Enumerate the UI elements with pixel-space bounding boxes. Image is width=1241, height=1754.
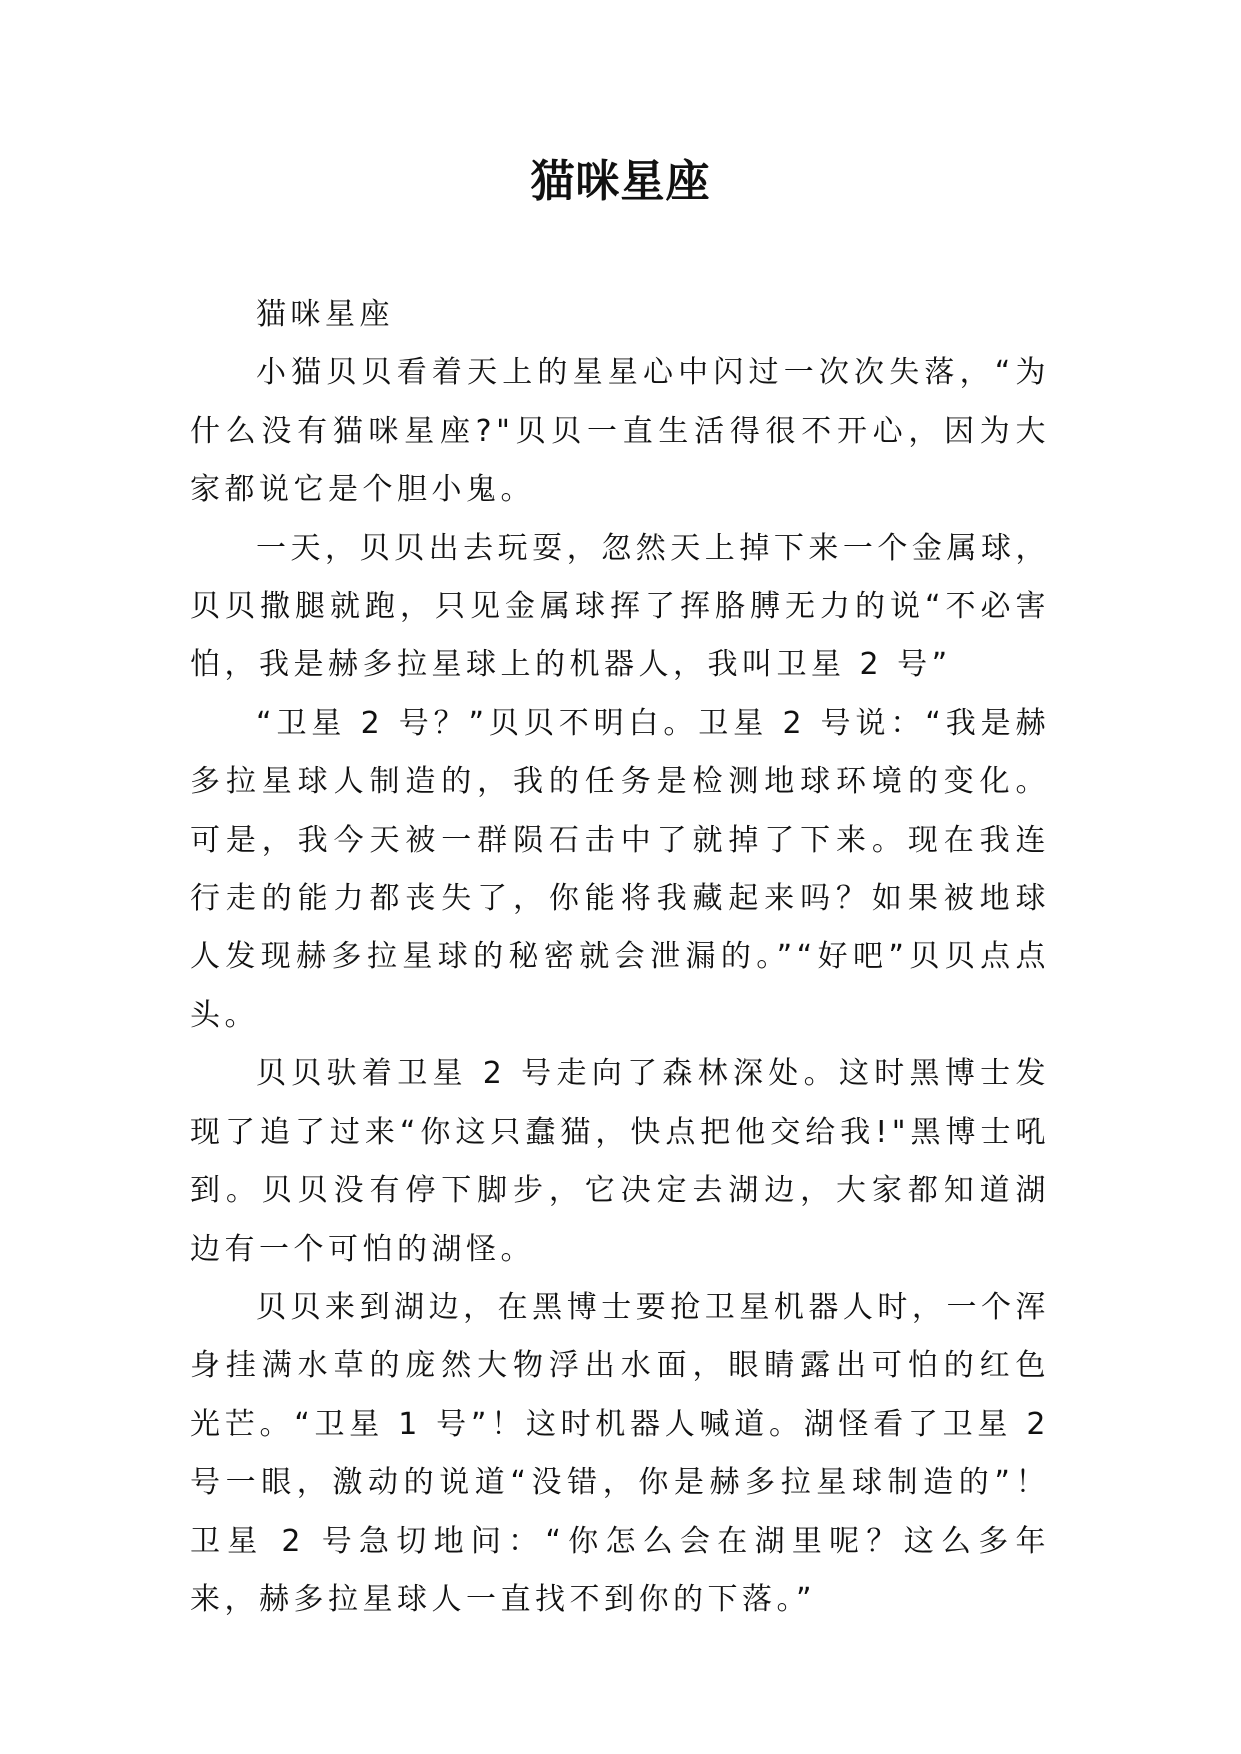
paragraph-subtitle: 猫咪星座 xyxy=(256,297,394,332)
paragraph: 小猫贝贝看着天上的星星心中闪过一次次失落，“为什么没有猫咪星座?"贝贝一直生活得很不开心，因为大家都说它是个胆小鬼。 xyxy=(190,355,1050,508)
document-body xyxy=(190,286,1050,1629)
paragraph: 一天，贝贝出去玩耍，忽然天上掉下来一个金属球，贝贝撒腿就跑，只见金属球挥了挥胳膊无力的说“不必害怕，我是赫多拉星球上的机器人，我叫卫星 2 号” xyxy=(190,530,1050,683)
document-title: 猫咪星座 xyxy=(530,156,711,207)
paragraph: “卫星 2 号？”贝贝不明白。卫星 2 号说：“我是赫多拉星球人制造的，我的任务是检测地球环境的变化。可是，我今天被一群陨石击中了就掉了下来。现在我连行走的能力都丧失了，你能将我藏起来吗？如果被地球人发现赫多拉星球的秘密就会泄漏的。”“好吧”贝贝点点头。 xyxy=(190,705,1050,1033)
paragraph: 贝贝来到湖边，在黑博士要抢卫星机器人时，一个浑身挂满水草的庞然大物浮出水面，眼睛露出可怕的红色光芒。“卫星 1 号”！这时机器人喊道。湖怪看了卫星 2 号一眼，激动的说道“没错，你是赫多拉星球制造的”！卫星 2 号急切地问：“你怎么会在湖里呢？这么多年来，赫多拉星球人一直找不到你的下落。” xyxy=(190,1289,1050,1617)
paragraph: 贝贝驮着卫星 2 号走向了森林深处。这时黑博士发现了追了过来“你这只蠢猫，快点把他交给我!"黑博士吼到。贝贝没有停下脚步，它决定去湖边，大家都知道湖边有一个可怕的湖怪。 xyxy=(190,1056,1050,1267)
